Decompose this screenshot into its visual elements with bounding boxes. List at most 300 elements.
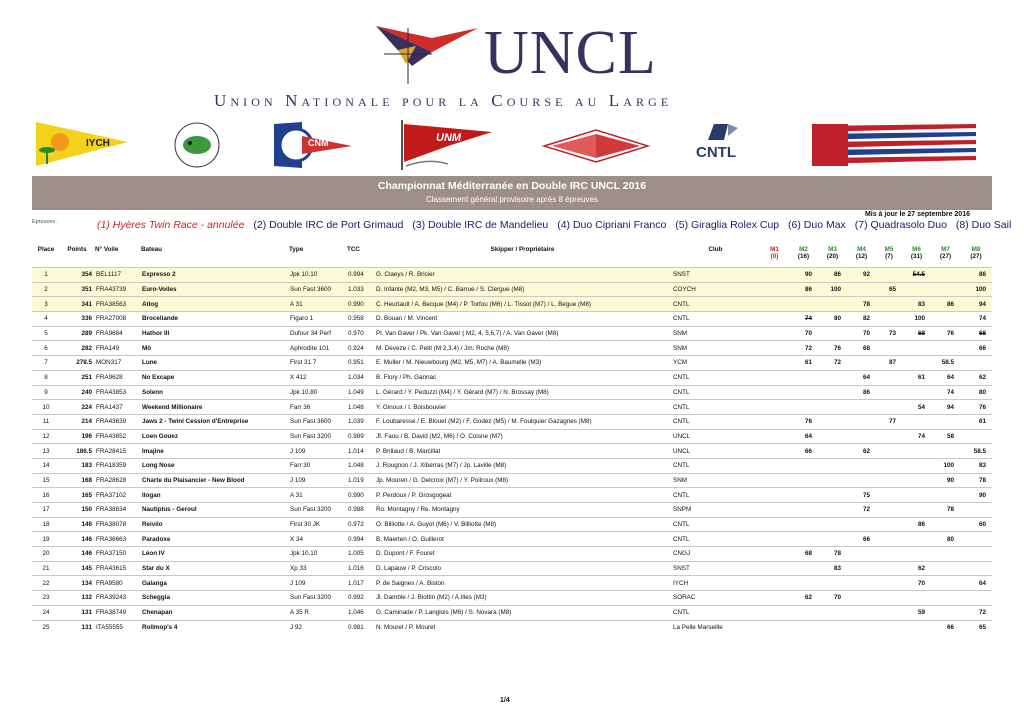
row-m4 [847, 547, 876, 562]
row-skipper: D. Dupont / F. Fouret [376, 550, 435, 558]
row-place: 23 [42, 594, 50, 602]
row-type: A 35 R [290, 609, 309, 617]
row-m3: 70 [833, 594, 841, 602]
row-type: A 31 [290, 300, 303, 308]
row-skipper: M. Deveze / C. Petit (M 2,3,4) / Jm. Roche (M8) [376, 344, 509, 352]
col-m1: M1 (0) [770, 246, 779, 260]
col-m6: M6 (31) [910, 246, 923, 260]
row-m2 [789, 517, 818, 532]
row-sail: FRA38749 [96, 609, 127, 617]
row-boat: Expresso 2 [142, 271, 176, 279]
row-m4 [847, 517, 876, 532]
row-m8 [960, 547, 992, 562]
row-m2: 90 [804, 271, 812, 279]
row-m2 [789, 488, 818, 503]
row-type: A 31 [290, 491, 303, 499]
row-tcc: 0.994 [348, 271, 364, 279]
row-m7 [931, 547, 960, 562]
row-m2: 61 [804, 359, 812, 367]
row-tcc: 1.019 [348, 476, 364, 484]
row-m5: 77 [888, 418, 896, 426]
row-sail: FRA43652 [96, 432, 127, 440]
row-place: 9 [44, 388, 48, 396]
row-sail: FRA37150 [96, 550, 127, 558]
row-m3 [818, 414, 847, 429]
row-club: CNTL [673, 300, 690, 308]
row-m5 [876, 605, 902, 620]
row-type: Jpk 10.80 [290, 388, 318, 396]
table-row [32, 458, 992, 473]
col-sail: N° Voile [95, 246, 119, 253]
row-club: SNM [673, 330, 687, 338]
row-m4: 82 [862, 315, 870, 323]
row-m6: 70 [917, 579, 925, 587]
row-m3 [818, 444, 847, 459]
row-place: 24 [42, 609, 50, 617]
row-m7 [931, 488, 960, 503]
row-type: J 109 [290, 579, 306, 587]
row-m8: 72 [978, 609, 986, 617]
table-row [32, 268, 992, 283]
row-sail: FRA27008 [96, 315, 127, 323]
row-sail: FRA43853 [96, 388, 127, 396]
row-club: SNST [673, 565, 690, 573]
row-type: Dufour 34 Perf [290, 330, 331, 338]
row-m6 [902, 547, 931, 562]
row-m1 [760, 282, 789, 297]
row-place: 10 [42, 403, 50, 411]
update-date: Mis à jour le 27 septembre 2016 [864, 211, 970, 218]
row-skipper: J. Rougnon / J. Xiberras (M7) / Jp. Laville (M8) [376, 462, 507, 470]
row-type: J 109 [290, 476, 306, 484]
row-club: SNST [673, 271, 690, 279]
row-skipper: Y. Ginoux / I. Boisbouvier [376, 403, 447, 411]
row-m7: 78 [946, 506, 954, 514]
row-m6 [902, 532, 931, 547]
sponsor-ycm [542, 126, 650, 166]
row-place: 19 [42, 535, 50, 543]
row-m3: 86 [833, 271, 841, 279]
row-m8 [960, 356, 992, 371]
row-boat: Euro-Voiles [142, 286, 177, 294]
row-sail: FRA38078 [96, 521, 127, 529]
table-row [32, 591, 992, 606]
row-boat: Charte du Plaisancier - New Blood [142, 476, 245, 484]
row-points: 282 [81, 344, 92, 352]
row-points: 131 [81, 623, 92, 631]
row-place: 17 [42, 506, 50, 514]
col-skipper: Skipper / Propriétaire [490, 246, 555, 253]
uncl-logo-subtitle: Union Nationale pour la Course au Large [214, 91, 673, 110]
col-club: Club [708, 246, 723, 253]
table-row [32, 473, 992, 488]
banner-subtitle: Classement général provisoire après 8 épreuves [425, 195, 599, 204]
race-2: (2) Double IRC de Port Grimaud [253, 219, 404, 231]
row-place: 11 [42, 418, 50, 426]
row-tcc: 1.048 [348, 462, 364, 470]
row-place: 14 [42, 462, 50, 470]
row-boat: Long Nose [142, 462, 175, 470]
row-type: First 30 JK [290, 521, 321, 529]
row-points: 183 [81, 462, 92, 470]
row-m2 [789, 385, 818, 400]
row-m4 [847, 356, 876, 371]
row-place: 3 [44, 300, 48, 308]
row-m7 [931, 282, 960, 297]
row-m6: 74 [917, 432, 925, 440]
row-m4: 78 [862, 300, 870, 308]
row-type: Sun Fast 3600 [290, 286, 331, 294]
sponsor-iych-label: IYCH [86, 138, 110, 149]
row-sail: FRA43639 [96, 418, 127, 426]
row-club: CNTL [673, 609, 690, 617]
row-points: 341 [81, 300, 92, 308]
col-type: Type [289, 246, 304, 253]
row-place: 5 [44, 330, 48, 338]
row-club: UNCL [673, 432, 691, 440]
row-tcc: 1.033 [348, 286, 364, 294]
row-m4 [847, 605, 876, 620]
row-m2: 68 [804, 550, 812, 558]
uncl-logo-text: UNCL [484, 19, 657, 87]
row-boat: Chenapan [142, 609, 173, 617]
row-points: 150 [81, 506, 92, 514]
page-number: 1/4 [500, 697, 510, 704]
row-m4 [847, 576, 876, 591]
row-m3 [818, 370, 847, 385]
row-skipper: D. Lapauw / P. Criscolo [376, 565, 441, 573]
row-boat: Léon IV [142, 550, 165, 558]
row-tcc: 1.005 [348, 550, 364, 558]
row-sail: ITA55555 [96, 623, 123, 631]
row-m6: 61 [917, 374, 925, 382]
row-m2 [789, 370, 818, 385]
row-skipper: P. Brillaud / B. Marcillat [376, 447, 441, 455]
row-m2 [789, 297, 818, 312]
row-m4: 70 [862, 330, 870, 338]
row-sail: FRA43739 [96, 286, 127, 294]
row-m3 [818, 297, 847, 312]
row-m1 [760, 591, 789, 606]
row-m4 [847, 429, 876, 444]
row-m8: 60 [978, 521, 986, 529]
row-m5 [876, 473, 902, 488]
row-m5 [876, 503, 902, 518]
row-sail: BEL1117 [96, 271, 121, 279]
row-tcc: 0.951 [348, 359, 364, 367]
row-club: YCM [673, 359, 687, 367]
row-m8: 86 [978, 271, 986, 279]
row-points: 289 [81, 330, 92, 338]
row-points: 251 [81, 374, 92, 382]
row-tcc: 1.014 [348, 447, 364, 455]
row-m1 [760, 488, 789, 503]
row-points: 354 [81, 271, 92, 279]
row-points: 146 [81, 535, 92, 543]
row-m7: 58 [946, 432, 954, 440]
row-m8: 62 [978, 374, 986, 382]
col-m8: M8 (27) [970, 246, 982, 260]
row-m2 [789, 561, 818, 576]
row-club: CNTL [673, 521, 690, 529]
sponsor-cntl-label: CNTL [696, 144, 736, 161]
standings-table [32, 244, 992, 634]
sponsor-unm-label: UNM [436, 132, 462, 144]
championship-banner [32, 176, 992, 210]
row-m5 [876, 458, 902, 473]
row-skipper: Jp. Mouren / G. Delcroix (M7) / Y. Poilroux (M8) [376, 476, 509, 484]
row-boat: Loen Gouez [142, 432, 179, 440]
row-m1 [760, 561, 789, 576]
row-type: Sun Fast 3200 [290, 594, 331, 602]
row-m5 [876, 312, 902, 327]
row-sail: MON317 [96, 359, 122, 367]
row-m6: 86 [917, 521, 925, 529]
row-points: 224 [81, 403, 92, 411]
row-tcc: 0.992 [348, 594, 364, 602]
sponsor-yacht-club-port-grimaud [168, 120, 226, 170]
row-points: 186.5 [76, 447, 92, 455]
row-skipper: D. Infante (M2, M3, M5) / C. Barrue / S. Clergue (M8) [376, 286, 525, 294]
race-1: (1) Hyères Twin Race - annulée [97, 219, 245, 231]
row-m1 [760, 370, 789, 385]
row-type: Jpk 10.10 [290, 550, 318, 558]
row-place: 25 [42, 623, 50, 631]
row-club: CNTL [673, 462, 690, 470]
col-m3: M3 (20) [826, 246, 839, 260]
table-row [32, 326, 992, 341]
row-m2 [789, 400, 818, 415]
race-7: (7) Quadrasolo Duo [854, 219, 947, 231]
row-club: UNCL [673, 447, 691, 455]
row-m8 [960, 503, 992, 518]
row-m2: 76 [804, 418, 812, 426]
row-m2: 66 [804, 447, 812, 455]
row-m8 [960, 591, 992, 606]
row-m8: 94 [978, 300, 986, 308]
row-place: 20 [42, 550, 50, 558]
row-m2: 70 [804, 330, 812, 338]
row-m3: 76 [833, 344, 841, 352]
row-m8 [960, 532, 992, 547]
race-list [97, 219, 1017, 231]
row-m3 [818, 458, 847, 473]
row-m5 [876, 532, 902, 547]
row-sail: FRA9684 [96, 330, 123, 338]
row-m7 [931, 268, 960, 283]
row-type: X 412 [290, 374, 307, 382]
row-club: CNTL [673, 403, 690, 411]
row-sail: FRA38563 [96, 300, 127, 308]
row-sail: FRA38834 [96, 506, 127, 514]
row-club: SORAC [673, 594, 696, 602]
row-boat: Mô [142, 344, 152, 352]
row-boat: Galanga [142, 579, 167, 587]
row-m3 [818, 488, 847, 503]
row-boat: Atlog [142, 300, 159, 308]
row-club: IYCH [673, 579, 689, 587]
row-m4: 75 [862, 491, 870, 499]
row-type: Aphrodite 101 [290, 344, 330, 352]
row-points: 240 [81, 388, 92, 396]
row-place: 1 [44, 271, 48, 279]
row-m2 [789, 473, 818, 488]
row-skipper: G. Claeys / R. Bricier [376, 271, 435, 279]
row-boat: Lune [142, 359, 158, 367]
row-m6: 83 [917, 300, 925, 308]
row-m4: 72 [862, 506, 870, 514]
race-5: (5) Giraglia Rolex Cup [675, 219, 780, 231]
row-m1 [760, 429, 789, 444]
row-tcc: 0.970 [348, 330, 364, 338]
row-skipper: C. Heurtault / A. Becque (M4) / P. Torfou (M6) / L. Tissot (M7) / L. Begue (M8) [376, 300, 591, 308]
row-skipper: O. Billiotte / A. Guyot (M6) / V. Billiotte (M8) [376, 521, 497, 529]
row-sail: FRA43615 [96, 565, 127, 573]
row-skipper: B. Maerten / O. Guillerot [376, 535, 444, 543]
row-type: Sun Fast 3600 [290, 418, 331, 426]
table-row [32, 400, 992, 415]
row-m8: 66 [978, 344, 986, 352]
row-m3: 83 [833, 565, 841, 573]
row-m5 [876, 488, 902, 503]
row-m3 [818, 517, 847, 532]
row-sail: FRA36663 [96, 535, 127, 543]
row-skipper: D. Bouan / M. Vincent [376, 315, 438, 323]
row-m2 [789, 620, 818, 634]
row-sail: FRA9580 [96, 579, 123, 587]
table-row [32, 429, 992, 444]
row-m3 [818, 605, 847, 620]
row-points: 196 [81, 432, 92, 440]
row-m6 [902, 458, 931, 473]
row-m8: 74 [978, 315, 986, 323]
row-skipper: P. Perdoux / P. Grosgogeat [376, 491, 452, 499]
row-m4 [847, 414, 876, 429]
row-tcc: 0.990 [348, 300, 364, 308]
col-m7: M7 (27) [939, 246, 952, 260]
sponsor-cnm [272, 120, 356, 170]
banner-title: Championnat Méditerranée en Double IRC UNCL 2016 [377, 180, 647, 192]
row-m5 [876, 385, 902, 400]
row-m7: 90 [946, 476, 954, 484]
row-m8: 64 [978, 579, 986, 587]
row-m4 [847, 473, 876, 488]
row-m1 [760, 517, 789, 532]
row-m1 [760, 400, 789, 415]
table-row [32, 517, 992, 532]
row-boat: Imajine [142, 447, 164, 455]
row-points: 165 [81, 491, 92, 499]
row-m8 [960, 561, 992, 576]
col-place: Place [37, 246, 55, 253]
row-place: 22 [42, 579, 50, 587]
row-m8: 76 [978, 403, 986, 411]
row-m3: 78 [833, 550, 841, 558]
sponsor-cntl [694, 120, 756, 170]
row-skipper: Jf. Faou / B. David (M2, M6) / O. Coisne (M7) [376, 432, 503, 440]
row-place: 21 [42, 565, 50, 573]
row-tcc: 0.989 [348, 432, 364, 440]
row-m6: 100 [914, 315, 925, 323]
row-m5 [876, 268, 902, 283]
row-m4 [847, 458, 876, 473]
row-m6 [902, 591, 931, 606]
row-type: J 92 [290, 623, 302, 631]
row-m4 [847, 400, 876, 415]
row-tcc: 0.988 [348, 506, 364, 514]
row-m4 [847, 282, 876, 297]
row-type: Xp 33 [290, 565, 307, 573]
row-sail: FRA149 [96, 344, 120, 352]
col-tcc: TCC [347, 246, 360, 253]
row-points: 132 [81, 594, 92, 602]
sponsor-cnm-label: CNM [308, 138, 329, 148]
table-row [32, 370, 992, 385]
row-m1 [760, 605, 789, 620]
row-m8: 58.5 [973, 447, 986, 455]
row-m5 [876, 547, 902, 562]
row-boat: Broceliande [142, 315, 179, 323]
row-m5 [876, 444, 902, 459]
row-type: First 31.7 [290, 359, 317, 367]
row-m5: 87 [888, 359, 896, 367]
row-type: Jpk 10.10 [290, 271, 318, 279]
row-skipper: B. Flory / Ph. Gannac [376, 374, 437, 382]
row-club: SNM [673, 476, 687, 484]
row-m3 [818, 503, 847, 518]
row-m8 [960, 429, 992, 444]
row-sail: FRA37102 [96, 491, 127, 499]
row-club: CNGJ [673, 550, 691, 558]
row-m3 [818, 400, 847, 415]
row-tcc: 1.046 [348, 609, 364, 617]
col-m2: M2 (16) [797, 246, 810, 260]
row-tcc: 1.039 [348, 418, 364, 426]
row-sail: FRA39243 [96, 594, 127, 602]
row-type: Sun Fast 3200 [290, 506, 331, 514]
row-m7: 94 [946, 403, 954, 411]
row-m2: 62 [804, 594, 812, 602]
row-m3 [818, 473, 847, 488]
row-club: SNM [673, 344, 687, 352]
row-skipper: G. Caminade / P. Langlois (M6) / S. Novara (M8) [376, 609, 512, 617]
row-tcc: 0.990 [348, 491, 364, 499]
row-tcc: 0.994 [348, 535, 364, 543]
row-m2: 86 [804, 286, 812, 294]
row-place: 16 [42, 491, 50, 499]
row-points: 168 [81, 476, 92, 484]
race-6: (6) Duo Max [788, 219, 846, 231]
row-m3: 72 [833, 359, 841, 367]
row-boat: Jaws 2 - Twinl Cession d'Entreprise [142, 418, 249, 426]
row-boat: Nautiplus - Geroul [142, 506, 197, 514]
row-points: 145 [81, 565, 92, 573]
row-place: 4 [44, 315, 48, 323]
row-m7: 100 [943, 462, 954, 470]
row-type: Farr 36 [290, 403, 311, 411]
row-m4: 68 [862, 344, 870, 352]
row-m2 [789, 458, 818, 473]
row-m6 [902, 503, 931, 518]
row-boat: No Excape [142, 374, 175, 382]
row-type: J 109 [290, 447, 306, 455]
row-m6: 54.5 [912, 271, 925, 279]
row-club: CNTL [673, 418, 690, 426]
row-place: 18 [42, 521, 50, 529]
row-boat: Hathor III [142, 330, 170, 338]
table-row [32, 444, 992, 459]
row-m8: 68 [978, 330, 986, 338]
